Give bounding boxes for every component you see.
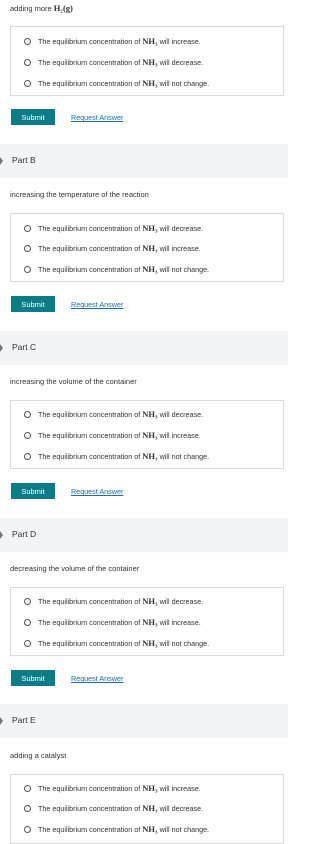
question-prompt: adding a catalyst	[10, 751, 67, 760]
option-row[interactable]: The equilibrium concentration of NH₃ will not change.	[24, 450, 209, 462]
submit-button[interactable]: Submit	[11, 483, 55, 499]
radio-button[interactable]	[24, 266, 31, 273]
option-row[interactable]: The equilibrium concentration of NH₃ will not change.	[24, 263, 209, 275]
request-answer-link[interactable]: Request Answer	[71, 113, 124, 122]
option-row[interactable]: The equilibrium concentration of NH₃ will increase.	[24, 429, 201, 441]
radio-button[interactable]	[24, 619, 31, 626]
radio-button[interactable]	[24, 411, 31, 418]
request-answer-link[interactable]: Request Answer	[71, 487, 124, 496]
option-row[interactable]: The equilibrium concentration of NH₃ will increase.	[24, 616, 201, 628]
option-row[interactable]: The equilibrium concentration of NH₃ will decrease.	[24, 408, 203, 420]
submit-button[interactable]: Submit	[11, 670, 55, 686]
option-row[interactable]: The equilibrium concentration of NH₃ will decrease.	[24, 595, 203, 607]
radio-button[interactable]	[24, 453, 31, 460]
option-row[interactable]: The equilibrium concentration of NH₃ will decrease.	[24, 802, 203, 814]
part-title: Part E	[12, 715, 36, 725]
radio-button[interactable]	[24, 245, 31, 252]
radio-button[interactable]	[24, 640, 31, 647]
answer-options	[10, 587, 284, 656]
part-title: Part B	[12, 155, 36, 165]
answer-options	[10, 400, 284, 469]
question-prompt: decreasing the volume of the container	[10, 564, 140, 573]
option-row[interactable]: The equilibrium concentration of NH₃ will not change.	[24, 77, 209, 89]
answer-options	[10, 774, 284, 844]
expand-arrow-icon	[0, 344, 3, 352]
part-title: Part C	[12, 342, 37, 352]
part-header[interactable]	[0, 144, 288, 178]
expand-arrow-icon	[0, 157, 3, 165]
radio-button[interactable]	[24, 38, 31, 45]
option-row[interactable]: The equilibrium concentration of NH₃ will decrease.	[24, 56, 203, 68]
radio-button[interactable]	[24, 225, 31, 232]
part-title: Part D	[12, 529, 37, 539]
option-row[interactable]: The equilibrium concentration of NH₃ will not change.	[24, 823, 209, 835]
radio-button[interactable]	[24, 805, 31, 812]
question-prompt: increasing the temperature of the reaction	[10, 190, 149, 199]
option-row[interactable]: The equilibrium concentration of NH₃ will increase.	[24, 782, 201, 794]
submit-button[interactable]: Submit	[11, 296, 55, 312]
answer-options	[10, 26, 284, 96]
radio-button[interactable]	[24, 432, 31, 439]
part-header[interactable]	[0, 704, 288, 738]
request-answer-link[interactable]: Request Answer	[71, 674, 124, 683]
request-answer-link[interactable]: Request Answer	[71, 300, 124, 309]
expand-arrow-icon	[0, 531, 3, 539]
part-header[interactable]	[0, 331, 288, 365]
expand-arrow-icon	[0, 717, 3, 725]
option-row[interactable]: The equilibrium concentration of NH₃ will decrease.	[24, 222, 203, 234]
option-row[interactable]: The equilibrium concentration of NH₃ will increase.	[24, 242, 201, 254]
radio-button[interactable]	[24, 59, 31, 66]
option-row[interactable]: The equilibrium concentration of NH₃ will increase.	[24, 35, 201, 47]
radio-button[interactable]	[24, 598, 31, 605]
question-prompt: adding more H₂(g)	[10, 3, 73, 13]
question-prompt: increasing the volume of the container	[10, 377, 137, 386]
part-header[interactable]	[0, 518, 288, 552]
submit-button[interactable]: Submit	[11, 109, 55, 125]
radio-button[interactable]	[24, 785, 31, 792]
answer-options	[10, 213, 284, 282]
radio-button[interactable]	[24, 826, 31, 833]
option-row[interactable]: The equilibrium concentration of NH₃ will not change.	[24, 637, 209, 649]
radio-button[interactable]	[24, 80, 31, 87]
